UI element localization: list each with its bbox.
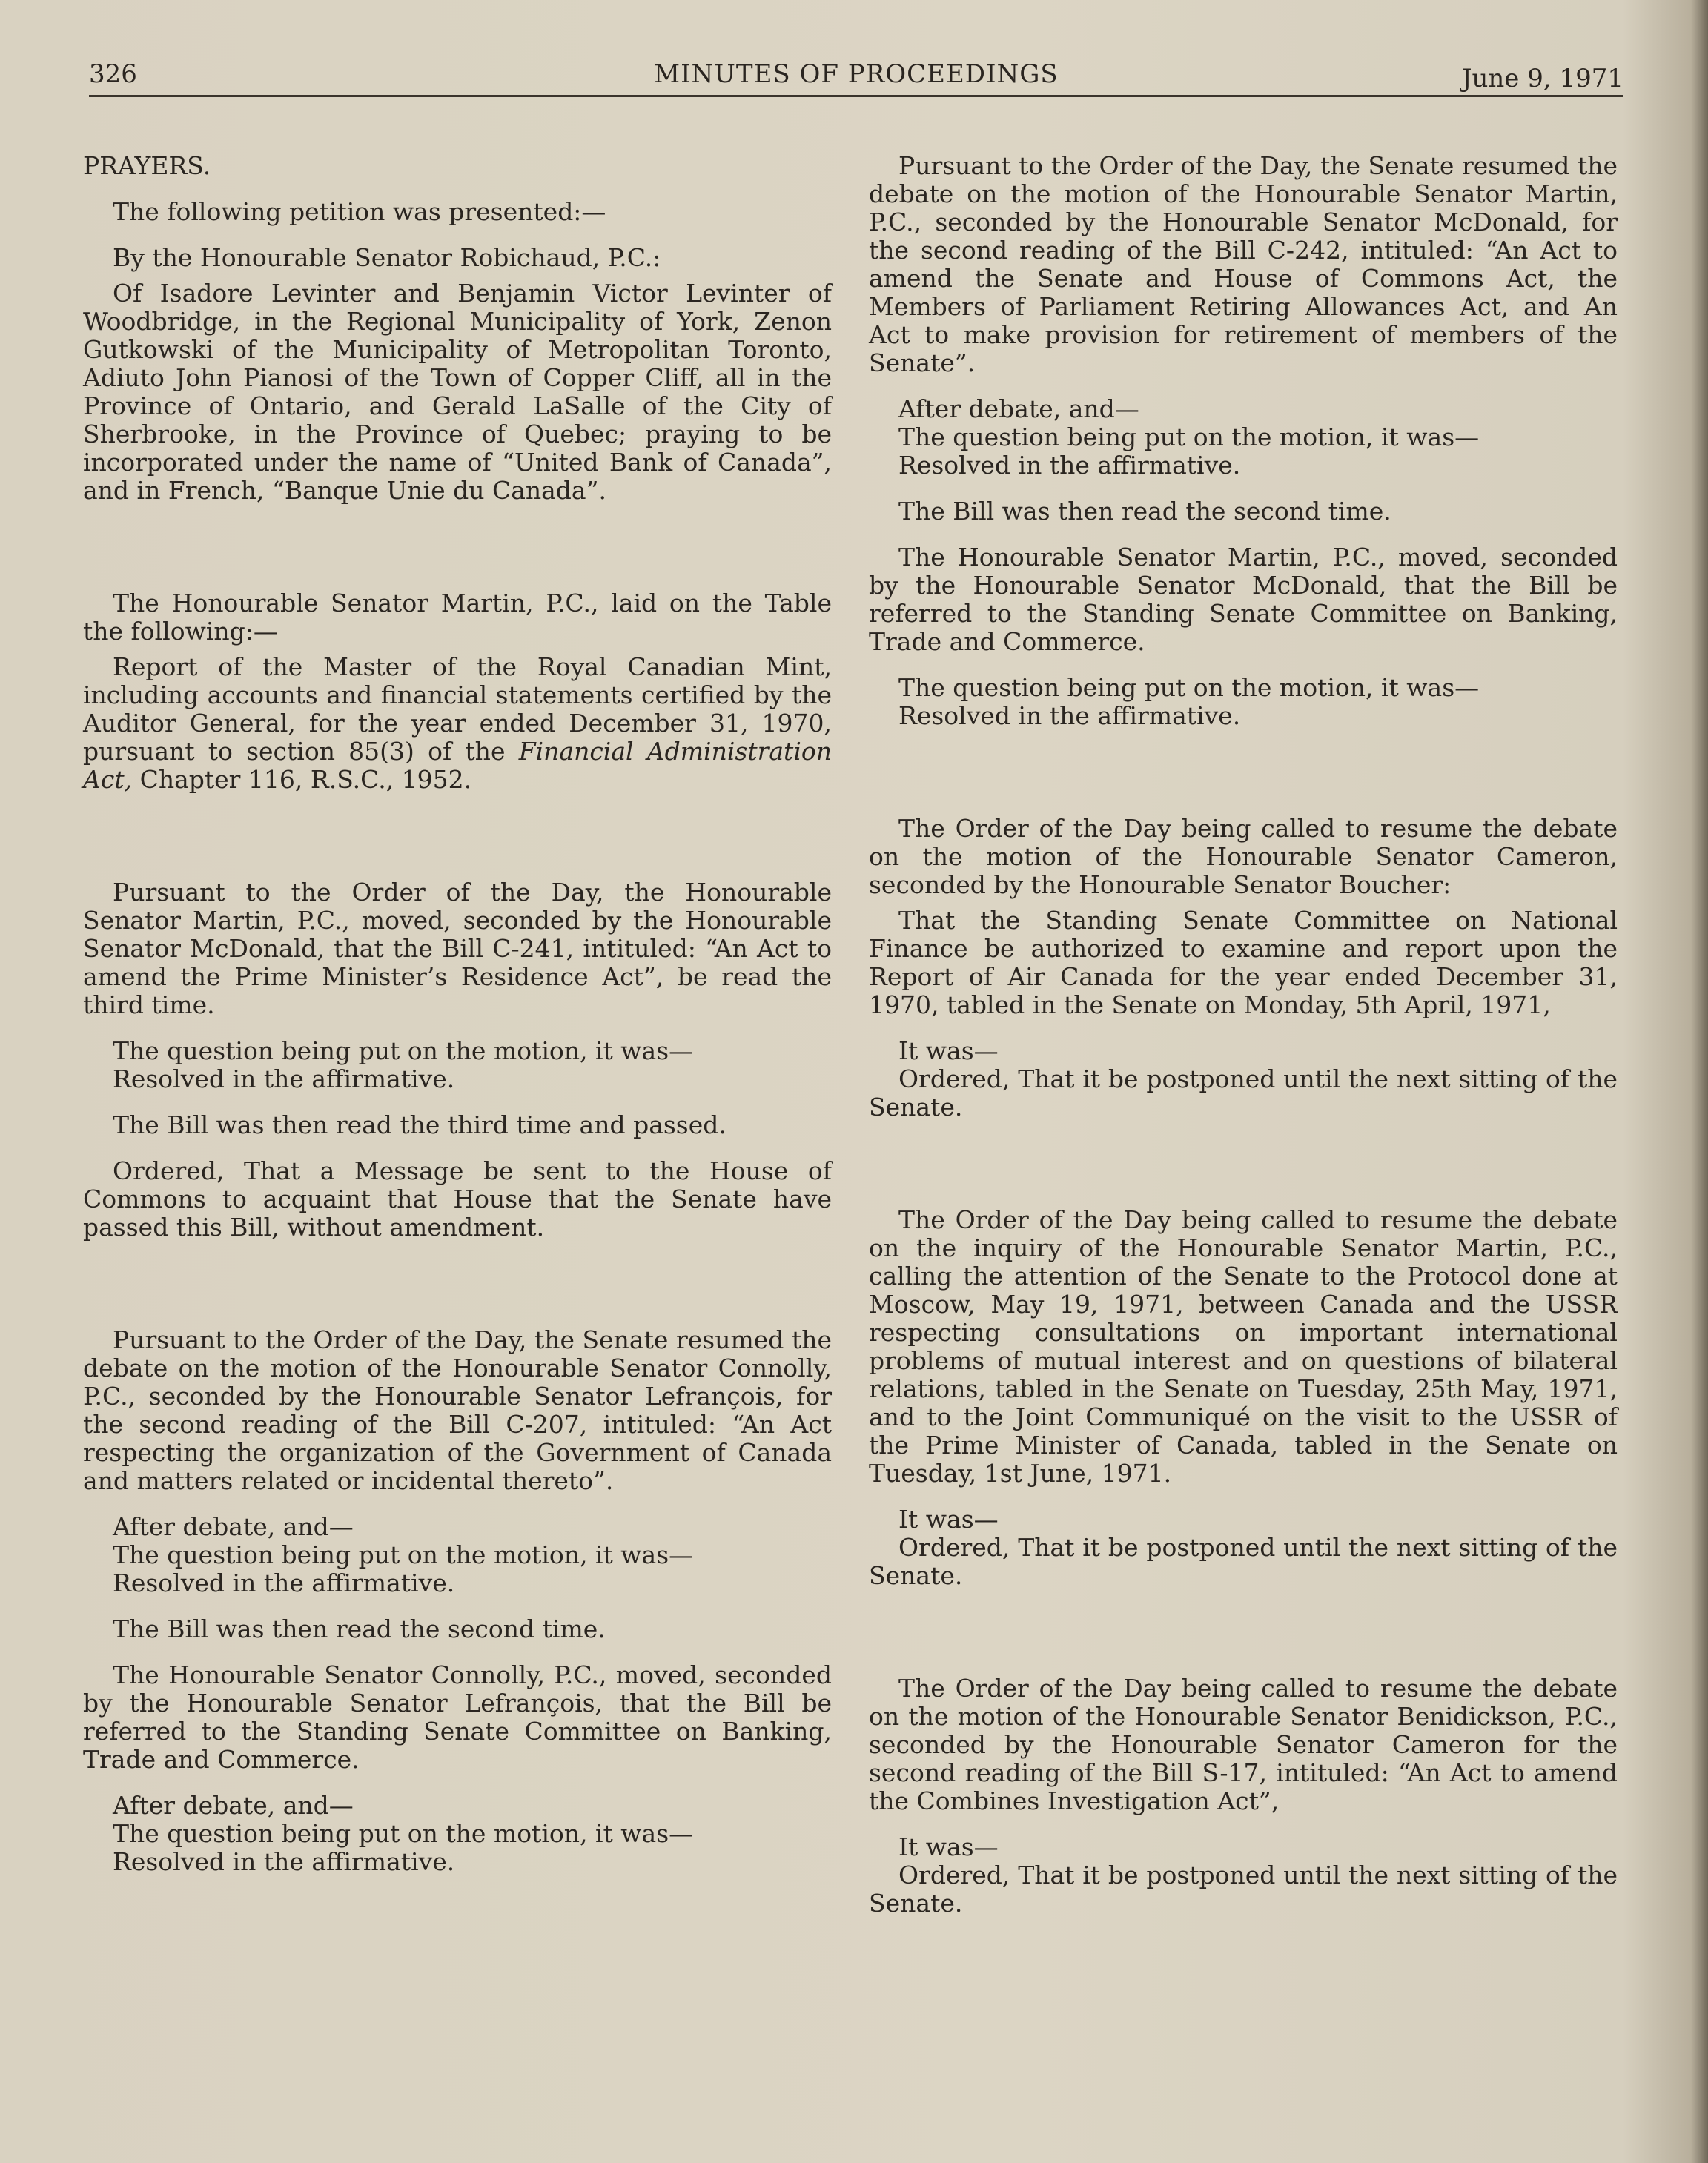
paragraph	[898, 395, 1618, 480]
line: Ordered, That it be postponed until the next sitting of the Senate.	[869, 1861, 1618, 1918]
line: Resolved in the affirmative.	[113, 1569, 455, 1597]
line: The question being put on the motion, it was—	[898, 423, 1480, 451]
line: After debate, and—	[113, 1791, 354, 1820]
line: The question being put on the motion, it was—	[113, 1540, 694, 1569]
line: It was—	[898, 1832, 999, 1861]
paragraph	[869, 1505, 1618, 1590]
section-gap	[83, 1259, 832, 1326]
paragraph: The Honourable Senator Connolly, P.C., moved, seconded by the Honourable Senator Lefrançois, that the Bill be referred to the Standing Senate Committee on Banking, Trade and Commerce.	[83, 1660, 832, 1774]
paragraph	[869, 1832, 1618, 1918]
paragraph	[113, 1513, 832, 1597]
line: The question being put on the motion, it was—	[113, 1036, 694, 1065]
right-column	[869, 152, 1618, 1935]
paragraph: Pursuant to the Order of the Day, the Honourable Senator Martin, P.C., moved, seconded by the Honourable Senator McDonald, that the Bill C-241, intituled: “An Act to amend the Prime Minister’s Residence Act”, be read the third time.	[83, 878, 832, 1019]
section-gap	[869, 748, 1618, 815]
paragraph: The Bill was then read the second time.	[113, 1614, 606, 1643]
paragraph: Ordered, That a Message be sent to the House of Commons to acquaint that House that the Senate have passed this Bill, without amendment.	[83, 1156, 832, 1242]
paragraph: Pursuant to the Order of the Day, the Senate resumed the debate on the motion of the Honourable Senator Martin, P.C., seconded by the Honourable Senator McDonald, for the second reading of the Bill C-242, intituled: “An Act to amend the Senate and House of Commons Act, the Members of Parliament Retiring Allowances Act, and An Act to make provision for retirement of members of the Senate”.	[869, 151, 1618, 377]
text-run: Report of the Master of the Royal Canadian Mint, including accounts and financial statements certified by the Auditor General, for the year ended December 31, 1970, pursuant to section 85(3) of the	[83, 652, 832, 766]
page-header	[89, 59, 1623, 97]
paragraph	[83, 653, 832, 794]
italic-text: Financial Administration Act,	[83, 737, 832, 794]
page-title: MINUTES OF PROCEEDINGS	[654, 59, 1059, 89]
line: After debate, and—	[113, 1512, 354, 1541]
paragraph	[869, 1036, 1618, 1122]
line: The question being put on the motion, it was—	[898, 673, 1480, 702]
page-date: June 9, 1971	[1461, 64, 1623, 93]
line: Ordered, That it be postponed until the next sitting of the Senate.	[869, 1064, 1618, 1122]
line: Resolved in the affirmative.	[898, 701, 1241, 730]
page-number: 326	[89, 59, 137, 89]
paragraph: The Order of the Day being called to resume the debate on the motion of the Honourable Senator Benidickson, P.C., seconded by the Honourable Senator Cameron for the second reading of the Bill S-17, intituled: “An Act to amend the Combines Investigation Act”,	[869, 1674, 1618, 1815]
line: The question being put on the motion, it was—	[113, 1819, 694, 1848]
line: Resolved in the affirmative.	[113, 1847, 455, 1876]
text-run: Chapter 116, R.S.C., 1952.	[132, 765, 472, 794]
paragraph	[113, 1037, 832, 1093]
paragraph: The Honourable Senator Martin, P.C., moved, seconded by the Honourable Senator McDonald, that the Bill be referred to the Standing Senate Committee on Banking, Trade and Commerce.	[869, 543, 1618, 656]
line: After debate, and—	[898, 394, 1139, 423]
paragraph: The Order of the Day being called to resume the debate on the inquiry of the Honourable Senator Martin, P.C., calling the attention of the Senate to the Protocol done at Moscow, May 19, 1971, between Canada and the USSR respecting consultations on important international problems of mutual interest and on questions of bilateral relations, tabled in the Senate on Tuesday, 25th May, 1971, and to the Joint Communiqué on the visit to the USSR of the Prime Minister of Canada, tabled in the Senate on Tuesday, 1st June, 1971.	[869, 1205, 1618, 1488]
paragraph	[113, 1792, 832, 1876]
paragraph: By the Honourable Senator Robichaud, P.C.:	[113, 243, 661, 272]
line: It was—	[898, 1505, 999, 1534]
section-gap	[83, 523, 832, 589]
prayers-heading: PRAYERS.	[83, 151, 211, 180]
paragraph: The following petition was presented:—	[113, 197, 606, 226]
paragraph: Of Isadore Levinter and Benjamin Victor Levinter of Woodbridge, in the Regional Municipality of York, Zenon Gutkowski of the Municipality of Metropolitan Toronto, Adiuto John Pianosi of the Town of Copper Cliff, all in the Province of Ontario, and Gerald LaSalle of the City of Sherbrooke, in the Province of Quebec; praying to be incorporated under the name of “United Bank of Canada”, and in French, “Banque Unie du Canada”.	[83, 279, 832, 505]
section-gap	[869, 1139, 1618, 1206]
left-column	[83, 152, 832, 1894]
paragraph: That the Standing Senate Committee on National Finance be authorized to examine and report upon the Report of Air Canada for the year ended December 31, 1970, tabled in the Senate on Monday, 5th April, 1971,	[869, 906, 1618, 1019]
paragraph: The Honourable Senator Martin, P.C., laid on the Table the following:—	[83, 589, 832, 646]
section-gap	[83, 812, 832, 878]
line: Ordered, That it be postponed until the next sitting of the Senate.	[869, 1533, 1618, 1590]
line: Resolved in the affirmative.	[898, 451, 1241, 480]
paragraph: The Bill was then read the second time.	[898, 497, 1391, 526]
paragraph: The Order of the Day being called to resume the debate on the motion of the Honourable Senator Cameron, seconded by the Honourable Senator Boucher:	[869, 814, 1618, 899]
paragraph: The Bill was then read the third time and passed.	[113, 1110, 726, 1139]
paragraph: Pursuant to the Order of the Day, the Senate resumed the debate on the motion of the Honourable Senator Connolly, P.C., seconded by the Honourable Senator Lefrançois, for the second reading of the Bill C-207, intituled: “An Act respecting the organization of the Government of Canada and matters related or incidental thereto”.	[83, 1325, 832, 1495]
paragraph	[898, 674, 1618, 730]
line: It was—	[898, 1036, 999, 1065]
line: Resolved in the affirmative.	[113, 1064, 455, 1093]
section-gap	[869, 1608, 1618, 1675]
